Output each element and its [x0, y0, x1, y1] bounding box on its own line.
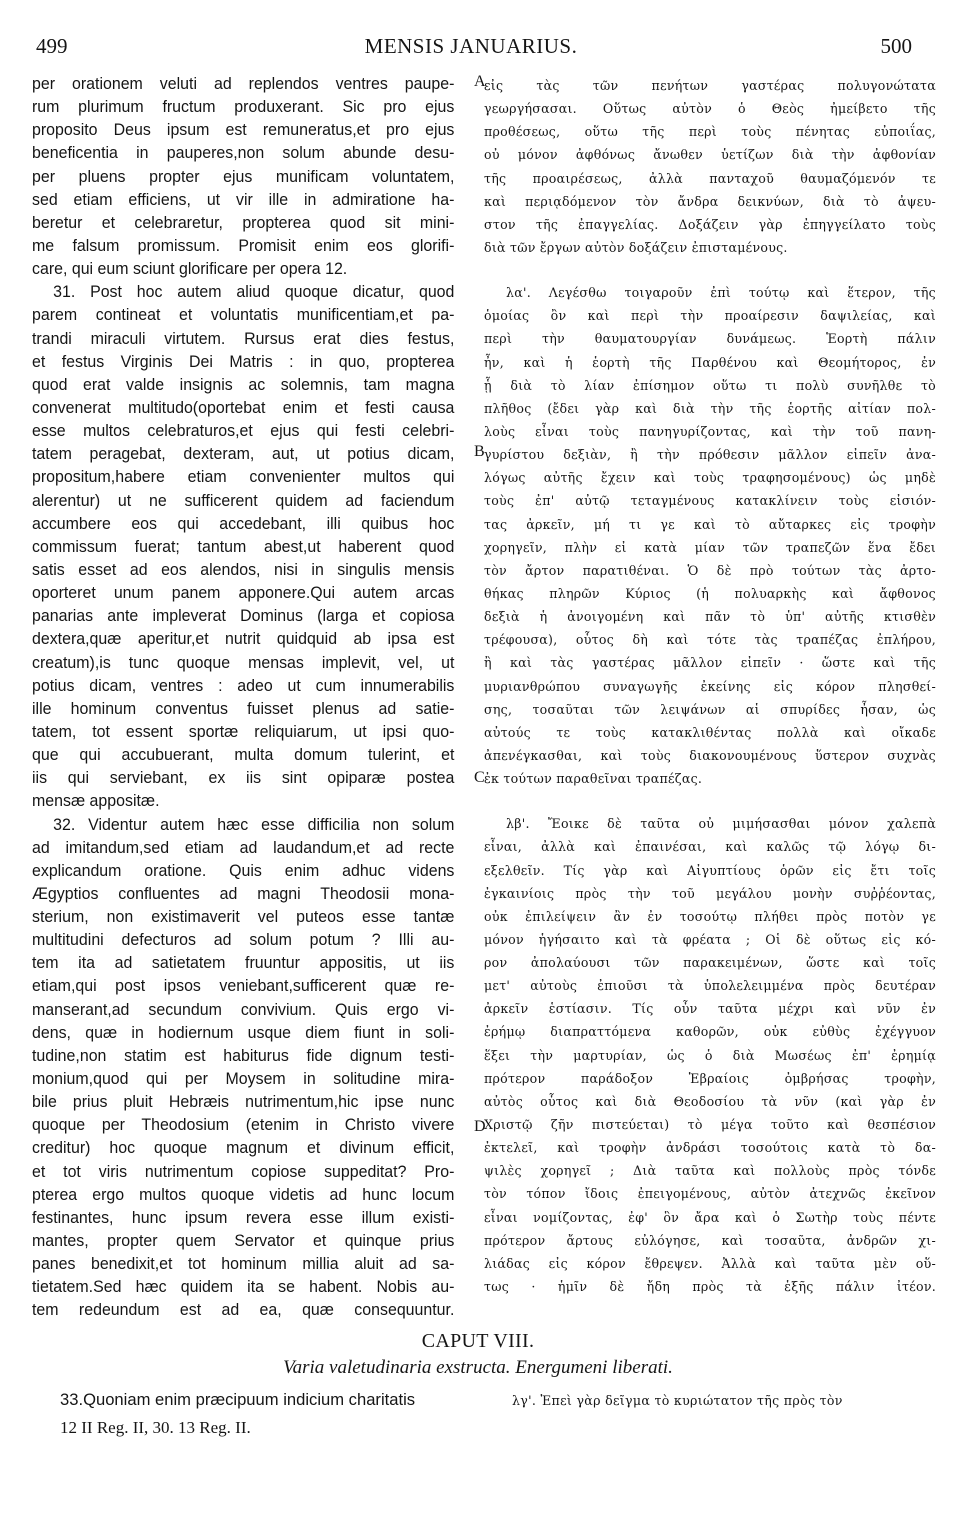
greek-line: μυριανθρώπου συναγωγῆς ἐκείνης εἰς κόρον πλησθεί- [484, 678, 936, 694]
latin-line: trandi miraculi virtutem. Rursus erat dies festus, [32, 328, 455, 348]
latin-line: sterium, non existimaverit vel puteos esse tantæ [32, 907, 455, 927]
greek-line: πρότερον παράδοξον Ἑβραίοις ὀμβρήσας τροφὴν, [484, 1070, 936, 1086]
margin-marker-b: B [474, 443, 485, 460]
section-33-latin: 33.Quoniam enim præcipuum indicium charitatis [60, 1390, 416, 1409]
greek-line: δεξιὰ ἡ ἀνοιγομένη καὶ πᾶν τὸ ὑπ' αὐτῆς κτισθὲν [484, 609, 936, 625]
greek-line: πρότερον ἄρτους εὐλόγησε, καὶ τοσαῦτα, ἀνδρῶν χι- [484, 1232, 936, 1248]
greek-line: εἰς τὰς τῶν πενήτων γαστέρας πολυγονώτατα [484, 78, 936, 93]
greek-line: ἐκτελεῖ, καὶ τροφὴν ἀνδράσι τοσούτοις κατὰ τὸ δα- [484, 1140, 936, 1156]
margin-marker-a: A [474, 73, 486, 90]
greek-line: πλῆθος (ἔδει γὰρ καὶ διὰ τὴν τῆς ἑορτῆς αἰτίαν πολ- [484, 400, 936, 416]
latin-line: propositum,habere etiam convenienter multos qui [32, 467, 455, 487]
greek-line: ᾗ διὰ τὸ λίαν ἐπίσημον οὕτω τι πολὺ συνῆλθε τὸ [484, 377, 936, 393]
greek-line: στον τῆς ἐπαγγελίας. Δοξάζειν γὰρ ἐπηγγείλατο τοὺς [484, 216, 936, 232]
latin-line: convenerat multitudo(oportebat enim et festi causa [32, 397, 455, 417]
latin-line: tatem, tot essent sportæ reliquiarum, ut ipsi quo- [32, 721, 455, 741]
latin-line: esse multos celebraturos,et ejus qui festi celebri- [32, 421, 455, 441]
greek-line: ἐκ τούτων παραθεῖναι τραπέζας. [484, 771, 703, 787]
latin-line: festinantes, hunc ipsum revera esse illum existi- [32, 1207, 455, 1227]
greek-line: λόγως αὐτῆς ἔχειν καὶ τοὺς τραφησομένους) ὡς μηδὲ [484, 470, 936, 486]
latin-line: mantes, propter quem Servator et quinque prius [32, 1231, 455, 1251]
greek-line: ψιλὲς χορηγεῖ ; Διὰ ταῦτα καὶ πολλοὺς πρὸς τόνδε [484, 1163, 936, 1179]
latin-line: tem redeundum est ad ea, quæ consequuntur. [32, 1300, 455, 1320]
greek-line: γυρίστου δεξιὰν, ἢ τὴν πρόθεσιν μᾶλλον εἰπεῖν ἀνα- [484, 447, 936, 463]
latin-line: ad imitandum,sed etiam ad laudandum,et ad recte [32, 837, 455, 857]
latin-line: panes benedixit,et tot hominum millia aluit ad sa- [32, 1254, 455, 1274]
latin-line: tem ita ad satietatem fruuntur appositis, ut iis [32, 953, 455, 973]
latin-line: 32. Videntur autem hæc esse difficilia non solum [53, 814, 455, 834]
greek-line: χορηγεῖν, πλὴν εἰ κατὰ μίαν τῶν τραπεζῶν ἕνα ἔδει [484, 539, 936, 555]
latin-line: creatum),is tunc quoque mensas implevit, vel, ut [32, 652, 455, 672]
latin-line: sed etiam efficiens, ut vir ille in admiratione ha- [32, 189, 455, 209]
latin-line: care, qui eum sciunt glorificare per opera 12. [32, 259, 348, 279]
greek-line: διὰ τῶν ἔργων αὐτὸν δοξάζειν ἐπισταμένους. [484, 239, 788, 255]
latin-line: et tot viris nutrimentum copiose suppeditat? Pro- [32, 1161, 455, 1181]
running-head [30, 26, 912, 56]
greek-line: εξελθεῖν. Τίς γὰρ καὶ Αἰγυπτίους ὁρῶν εἰς ἔτι τοῖς [484, 862, 936, 878]
greek-line: τὸν τόπον ἴδοις ἐπειγομένους, αὐτὸν ἀτεχνῶς ἐκεῖνον [484, 1186, 936, 1202]
greek-line: λβ'. Ἔοικε δὲ ταῦτα οὐ μιμήσασθαι μόνον χαλεπὰ [506, 816, 936, 832]
latin-line: 31. Post hoc autem aliud quoque dicatur, quod [53, 282, 455, 302]
greek-line: ἦν, καὶ ἡ ἑορτὴ τῆς Παρθένου καὶ Θεομήτορος, ἐν [484, 354, 936, 370]
latin-line: me falsum promissum. Promisit enim eos glorifi- [32, 235, 455, 255]
chapter-subtitle: Varia valetudinaria exstructa. Energumeni liberati. [283, 1357, 673, 1378]
greek-line: εἶναι νομίζοντας, ἐφ' ὃν ἄρα καὶ ὁ Σωτὴρ τοὺς πέντε [484, 1209, 936, 1225]
latin-line: et festus Virginis Dei Matris : in quo, propterea [32, 351, 455, 371]
latin-line: tietatem.Sed hæc quidem ita se habent. Nobis au- [32, 1277, 455, 1297]
greek-line: σης, τοσαῦται τῶν λειψάνων αἱ σπυρίδες ἦσαν, ὡς [484, 701, 936, 717]
greek-column [484, 74, 936, 1298]
greek-line: ἀρκεῖν ἑστίασιν. Τίς οὖν ταῦτα μέχρι καὶ νῦν ἐν [484, 1001, 936, 1017]
latin-line: accumbere eos qui accedebant, illi quibus hoc [32, 513, 455, 533]
latin-line: manserant,ad secundum convivium. Quis ergo vi- [32, 999, 455, 1019]
greek-line: λιάδας εἰς κόρον ἔθρεψεν. Ἀλλὰ καὶ ταῦτα μὲν οὕ- [484, 1255, 936, 1271]
greek-line: αὐτὸς οὗτος καὶ διὰ Θεοδοσίου τὰ νῦν (καὶ γὰρ ἐν [484, 1093, 936, 1109]
latin-line: parem contineat et voluntatis munificentiam,et pa- [32, 305, 455, 325]
latin-line: ille hominum conventus fuisset plenus ad satie- [32, 698, 455, 718]
margin-marker-d: D [474, 1118, 486, 1135]
greek-line: γεωργήσασαι. Οὕτως αὐτὸν ὁ Θεὸς ἠμείβετο τῆς [484, 101, 936, 117]
greek-line: τας ἀρκεῖν, μή τι γε καὶ τὸ αὔταρκες εἰς τροφὴν [484, 516, 936, 532]
latin-line: per orationem veluti ad replendos ventres paupe- [32, 74, 455, 93]
latin-line: dextera,quæ aperitur,et nutrit quidquid ab ipsa est [32, 629, 455, 649]
chapter-heading: CAPUT VIII. [421, 1330, 535, 1352]
latin-line: iis qui serviebant, ex iis sint opiparæ postea [32, 768, 455, 788]
greek-line: ἀπενέγκασθαι, καὶ τοὺς διακονουμένους ὕστερον συχνὰς [484, 747, 936, 763]
latin-line: dens, quæ in hodiernum usque diem fiunt in soli- [32, 1022, 455, 1042]
page-number-left: 499 [36, 34, 68, 58]
greek-line: ὁμοίας ὂν καὶ περὶ τὴν προαίρεσιν δαψιλείας, καὶ [484, 308, 936, 324]
latin-line: potius dicam, ventres : adeo ut cum innumerabilis [32, 675, 455, 695]
greek-line: τὸν ἄρτον παρατιθέναι. Ὁ δὲ πρὸ τούτων τὰς ἀρτο- [484, 562, 936, 578]
greek-line: οὐ μόνον ἀφθόνως ἄνωθεν ὑετίζων διὰ τὴν ἀφθονίαν [484, 147, 936, 163]
latin-line: rum plurimum fructum produxerant. Sic pro ejus [32, 97, 455, 117]
latin-line: beneficentia in pauperes,non solum abunde desu- [32, 143, 455, 163]
greek-line: προθέσεως, οὕτω τῆς περὶ τοὺς πένητας εὐποιΐας, [484, 124, 936, 140]
latin-line: que qui accubuerant, multa domum tulerint, et [32, 745, 455, 765]
section-33-greek: λγ'. Ἐπεὶ γὰρ δεῖγμα τὸ κυριώτατον τῆς πρὸς τὸν [512, 1393, 843, 1408]
latin-line: etiam,qui post ipsos veniebant,sufficerent quæ re- [32, 976, 455, 996]
latin-line: satis esset ad eos alendos, nisi in singulis mensis [32, 559, 455, 579]
greek-line: λοὺς εἶναι τοὺς πανηγυρίζοντας, καὶ τὴν τοῦ πανη- [484, 423, 936, 439]
footnotes: 12 II Reg. II, 30. 13 Reg. II. [60, 1418, 251, 1437]
paragraph-gap [484, 790, 936, 812]
latin-line: tatem peragebat, dexteram, aut, ut potius dicam, [32, 444, 455, 464]
greek-line: καὶ περιᾳδόμενον τὸν ἄνδρα δεικνύων, διὰ τὸ ἀψευ- [484, 193, 936, 209]
greek-line: θήκας πληρῶν Κύριος (ἡ πολυαρκὴς καὶ ἄφθονος [484, 585, 936, 601]
latin-line: tudine,non statim est habiturus fide dignum testi- [32, 1045, 455, 1065]
greek-line: ἐγκαινίοις πρὸς τὴν τοῦ μεγάλου μονὴν συῤῥέοντας, [484, 885, 936, 901]
latin-line: panarias ante impleverat Dominus (larga et copiosa [32, 606, 455, 626]
greek-line: αὐτούς τε τοὺς κατακλιθέντας πολλὰ καὶ οἴκαδε [484, 724, 936, 740]
latin-line: beretur et celebraretur, propterea quod sit mini- [32, 212, 455, 232]
greek-line: ἐρήμῳ διαπραττόμενα καθορῶν, οὐκ εὐθὺς ἐχέγγυον [484, 1024, 936, 1040]
greek-line: μετ' αὐτοὺς ἐπιοῦσι τὰ ὑπολελειμμένα πρὸς δευτέραν [484, 978, 936, 994]
latin-line: multitudini defecturos ad solum potum ? Illi au- [32, 930, 455, 950]
greek-line: ἢ καὶ τὰς γαστέρας μᾶλλον εἰπεῖν · ὥστε καὶ τῆς [484, 655, 936, 671]
latin-line: alerentur) ut ne sufficerent quidem ad faciendum [32, 490, 455, 510]
latin-column [32, 72, 454, 1322]
greek-line: ἕξει τὴν μαρτυρίαν, ὡς ὁ διὰ Μωσέως ἐπ' ἐρημίᾳ [484, 1047, 936, 1063]
latin-line: Ægyptios confluentes ad magni Theodosii mona- [32, 883, 455, 903]
latin-line: bile prius pluit Hebræis nutrimentum,hic ipse nunc [32, 1092, 455, 1112]
latin-line: mensæ appositæ. [32, 791, 160, 811]
greek-line: εἶναι, ἀλλὰ καὶ ἐπαινέσαι, καὶ καλῶς τῷ λόγῳ δι- [484, 839, 936, 855]
latin-line: pterea ergo multos quoque videtis ad hunc locum [32, 1184, 455, 1204]
greek-line: ρον ἀπολαύουσι τῶν παρακειμένων, ὥστε καὶ τοῖς [484, 955, 936, 971]
greek-line: οὐκ ἐπιλείψειν ἂν ἐν τοσούτῳ πλήθει πρὸς ποτὸν γε [484, 908, 936, 924]
latin-line: per pluens propter ejus munificam voluntatem, [32, 166, 455, 186]
greek-line: μόνον ἡγήσαιτο καὶ τὰ φρέατα ; Οἱ δὲ οὕτως εἰς κό- [484, 931, 936, 947]
greek-line: τῆς προαιρέσεως, ἀλλὰ πανταχοῦ θαυμαζόμενόν τε [484, 170, 936, 186]
latin-line: quoque per Theodosium (etenim in Christo vivere [32, 1115, 455, 1135]
greek-line: περὶ τὴν θαυματουργίαν δυνάμεως. Ἑορτὴ πάλιν [484, 331, 936, 347]
greek-line: λα'. Λεγέσθω τοιγαροῦν ἐπὶ τούτῳ καὶ ἕτερον, τῆς [506, 285, 936, 301]
paragraph-gap [484, 259, 936, 281]
greek-line: τοὺς ἐπ' αὐτῷ τεταγμένους κατακλίνειν τοὺς εἰσιόν- [484, 493, 936, 509]
greek-line: τως · ἡμῖν δὲ ἤδη πρὸς τὰ ἑξῆς πάλιν ἰτέον. [484, 1279, 936, 1295]
margin-marker-c: C [474, 769, 485, 786]
running-title: MENSIS JANUARIUS. [364, 34, 578, 58]
greek-line: τρέφουσα), οὗτος δὴ καὶ τότε τὰς τραπέζας ἐπλήρου, [484, 632, 936, 648]
latin-line: explicandum oratione. Quis enim adhuc videns [32, 860, 455, 880]
latin-line: commissum fuerat; tantum abest,ut haberent quod [32, 536, 455, 556]
page-number-right: 500 [880, 34, 912, 58]
latin-line: quod erat valde insignis ac solemnis, tam magna [32, 374, 455, 394]
greek-line: Χριστῷ ζῆν πιστεύεται) τὸ μέγα τοῦτο καὶ θεσπέσιον [484, 1117, 936, 1133]
latin-line: proposito Deus ipsum est remuneratus,et pro ejus [32, 120, 455, 140]
latin-line: monium,quod qui per Moysem in solitudine mira- [32, 1069, 455, 1089]
latin-line: creditur) hoc quoque magnum et divinum efficit, [32, 1138, 455, 1158]
latin-line: oporteret unum panem apponere.Qui autem arcas [32, 583, 455, 603]
